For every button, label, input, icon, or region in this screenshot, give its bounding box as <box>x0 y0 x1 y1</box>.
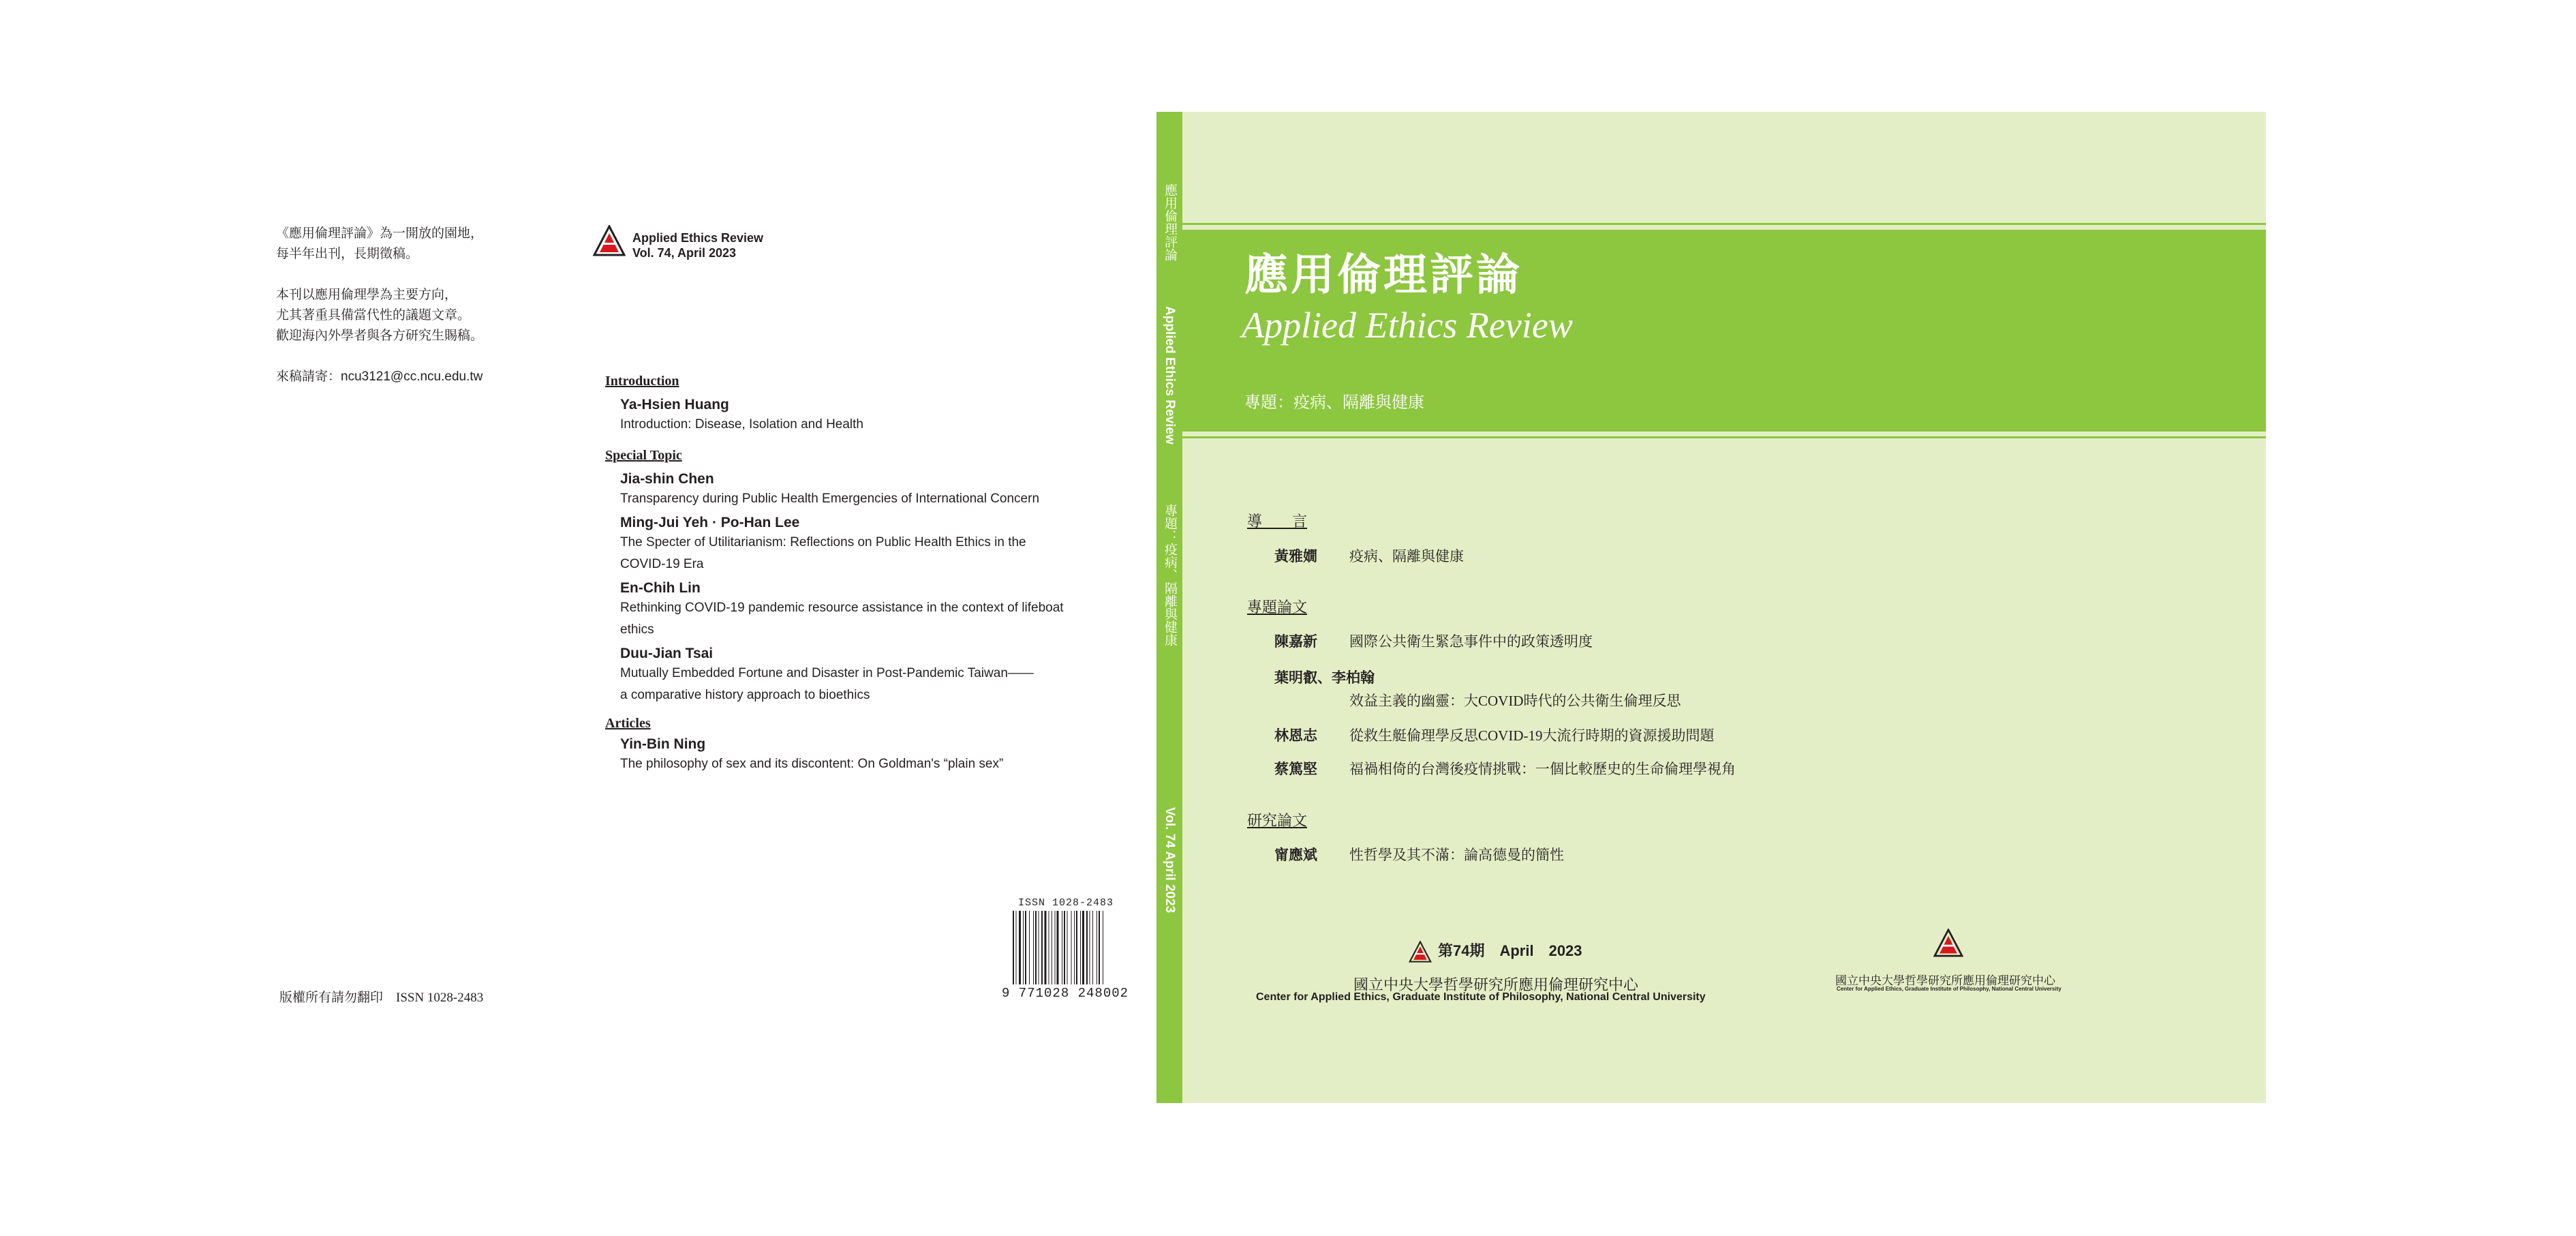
barcode-bar <box>1086 911 1088 984</box>
front-section-heading: 導 言 <box>1247 513 1308 530</box>
barcode-bar <box>1092 911 1093 984</box>
toc-entry <box>620 514 1123 575</box>
barcode-bar <box>1035 911 1037 984</box>
front-article-title: 國際公共衛生緊急事件中的政策透明度 <box>1349 633 1593 650</box>
front-section-heading: 研究論文 <box>1247 812 1308 829</box>
front-publisher-en: Center for Applied Ethics, Graduate Institute of Philosophy, National Central University <box>1256 991 1706 1003</box>
front-issue: 第74期 April 2023 <box>1438 942 1582 959</box>
toc-entry <box>620 470 1123 510</box>
barcode-bar <box>1033 911 1034 984</box>
front-title-zh: 應用倫理評論 <box>1244 250 1522 299</box>
issue-logo-icon <box>1408 941 1432 963</box>
center-name-en: Center for Applied Ethics, Graduate Institute of Philosophy, National Central University <box>1837 986 2061 992</box>
front-title-en: Applied Ethics Review <box>1242 305 1573 346</box>
toc-title: Mutually Embedded Fortune and Disaster in Post-Pandemic Taiwan—— <box>620 666 1034 680</box>
front-publisher-zh: 國立中央大學哲學研究所應用倫理研究中心 <box>1353 976 1639 993</box>
brand-title: Applied Ethics Review <box>632 231 764 245</box>
toc-author: Ya-Hsien Huang <box>620 397 729 412</box>
barcode-bar <box>1082 911 1084 984</box>
barcode-bar <box>1074 911 1075 984</box>
note-line: 《應用倫理評論》為一開放的園地， <box>276 226 484 241</box>
barcode-bar <box>1016 911 1017 984</box>
toc-author: Jia-shin Chen <box>620 471 714 487</box>
toc-entry <box>620 579 1123 641</box>
barcode-bar <box>1041 911 1043 984</box>
barcode-bar <box>1067 911 1068 984</box>
spine-volume: Vol. 74 April 2023 <box>1163 807 1177 914</box>
journal-logo-icon <box>593 225 626 256</box>
spine-subject: 專題：疫病、隔離與健康 <box>1163 504 1177 646</box>
barcode-bar <box>1045 911 1047 984</box>
spine-title-en: Applied Ethics Review <box>1163 306 1177 444</box>
barcode-bar <box>1099 911 1100 984</box>
toc-title: Rethinking COVID-19 pandemic resource assistance in the context of lifeboat <box>620 601 1064 615</box>
toc-author: Duu-Jian Tsai <box>620 646 714 661</box>
back-brand <box>593 225 764 260</box>
copyright-notice: 版權所有請勿翻印 ISSN 1028-2483 <box>279 991 484 1005</box>
barcode-bar <box>1064 911 1065 984</box>
note-line: 歡迎海內外學者與各方研究生賜稿。 <box>276 329 484 343</box>
barcode-bar <box>1013 911 1014 984</box>
note-line: 本刊以應用倫理學為主要方向， <box>276 288 458 302</box>
barcode-bar <box>1071 911 1072 984</box>
submission-email: 來稿請寄：ncu3121@cc.ncu.edu.tw <box>276 370 483 384</box>
center-name-zh: 國立中央大學哲學研究所應用倫理研究中心 <box>1835 974 2055 987</box>
barcode-bar <box>1076 911 1077 984</box>
toc-title: The Specter of Utilitarianism: Reflections on Public Health Ethics in the <box>620 535 1026 549</box>
front-author: 黃雅嫺 <box>1274 548 1317 564</box>
front-author: 葉明叡、李柏翰 <box>1274 669 1375 686</box>
spine-title-zh: 應用倫理評論 <box>1163 183 1177 261</box>
back-cover-note <box>276 224 562 387</box>
band-rule-top <box>1182 223 2266 225</box>
barcode-bar <box>1055 911 1056 984</box>
toc-entry <box>620 396 1123 436</box>
toc-title: COVID-19 Era <box>620 557 704 571</box>
barcode-bar <box>1019 911 1021 984</box>
toc-entry <box>620 736 1123 775</box>
center-logo-icon <box>1933 929 1963 957</box>
note-line: 每半年出刊，長期徵稿。 <box>276 247 419 261</box>
front-author: 林恩志 <box>1274 727 1317 744</box>
toc-author: En-Chih Lin <box>620 580 701 596</box>
note-line: 尤其著重具備當代性的議題文章。 <box>276 308 471 322</box>
toc-section-heading: Special Topic <box>605 448 682 463</box>
spine <box>1156 112 1182 1103</box>
toc-section-heading: Articles <box>605 716 651 731</box>
barcode-bar <box>1025 911 1026 984</box>
brand-volume: Vol. 74, April 2023 <box>632 246 737 260</box>
toc-title: The philosophy of sex and its discontent: On Goldman's “plain sex” <box>620 757 1004 771</box>
barcode-bar <box>1057 911 1059 984</box>
toc-entry <box>620 645 1123 706</box>
front-author: 蔡篤堅 <box>1274 761 1317 777</box>
front-author: 甯應斌 <box>1274 847 1317 863</box>
front-article-title: 疫病、隔離與健康 <box>1349 548 1464 564</box>
front-article-title: 效益主義的幽靈：大COVID時代的公共衛生倫理反思 <box>1349 693 1681 709</box>
front-article-title: 從救生艇倫理學反思COVID-19大流行時期的資源援助問題 <box>1349 727 1715 744</box>
toc-section-heading: Introduction <box>605 374 679 389</box>
toc-title: Transparency during Public Health Emergencies of International Concern <box>620 492 1040 506</box>
barcode-bar <box>1023 911 1024 984</box>
barcode-bars <box>1011 911 1134 986</box>
front-article-title: 性哲學及其不滿：論高德曼的簡性 <box>1349 847 1564 863</box>
band-rule-bottom <box>1182 436 2266 438</box>
front-author: 陳嘉新 <box>1274 633 1317 650</box>
front-subject: 專題：疫病、隔離與健康 <box>1244 393 1424 412</box>
toc-author: Yin-Bin Ning <box>620 736 706 752</box>
barcode-issn: ISSN 1028-2483 <box>1018 897 1114 909</box>
barcode <box>1002 897 1142 1006</box>
toc-title: ethics <box>620 622 654 637</box>
barcode-number: 9 771028 248002 <box>1002 986 1129 1001</box>
toc-title: Introduction: Disease, Isolation and Health <box>620 417 863 432</box>
barcode-bar <box>1029 911 1030 984</box>
front-article-title: 福禍相倚的台灣後疫情挑戰：一個比較歷史的生命倫理學視角 <box>1349 761 1736 777</box>
toc-author: Ming-Jui Yeh · Po-Han Lee <box>620 515 800 530</box>
front-section-heading: 專題論文 <box>1247 599 1308 616</box>
table-of-contents <box>605 374 1123 779</box>
barcode-bar <box>1080 911 1081 984</box>
toc-title: a comparative history approach to bioethics <box>620 688 870 702</box>
